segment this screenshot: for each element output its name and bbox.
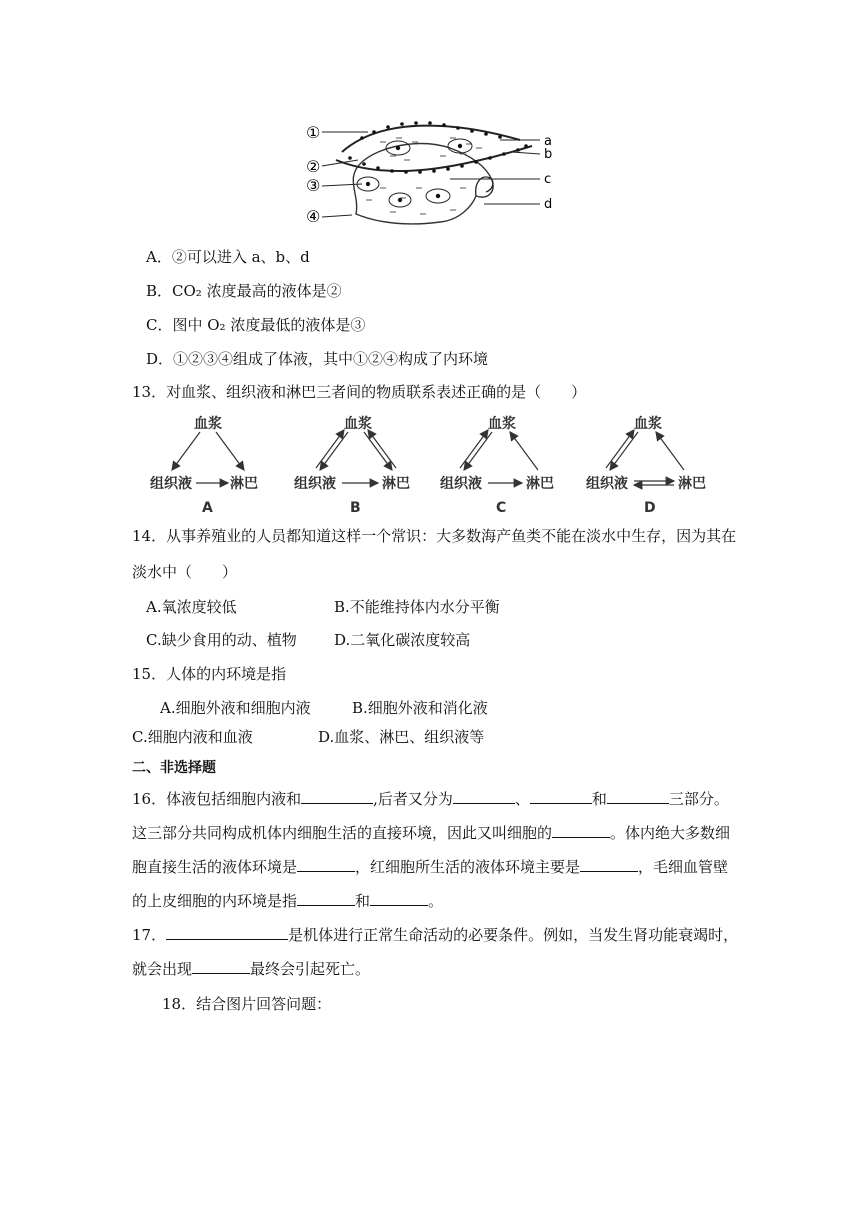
q15-option-a: A.细胞外液和细胞内液	[160, 699, 311, 717]
diagram-b-left: 组织液	[294, 476, 336, 492]
q15-stem: 15．人体的内环境是指	[132, 665, 287, 683]
q12-option-c: C．图中 O₂ 浓度最低的液体是③	[146, 316, 366, 334]
q16-line2	[132, 822, 730, 843]
q13-stem: 13．对血浆、组织液和淋巴三者间的物质联系表述正确的是（ ）	[132, 383, 587, 401]
section-title: 二、非选择题	[132, 760, 216, 776]
figure-label-b: b	[544, 147, 553, 162]
q14-option-d: D.二氧化碳浓度较高	[334, 631, 471, 649]
q15-option-c: C.细胞内液和血液	[132, 728, 253, 746]
q17-text-3: 就会出现	[132, 960, 193, 978]
q16-text-9: ，红细胞所生活的液体环境主要是	[355, 858, 581, 876]
diagram-b	[294, 415, 410, 516]
q16-blank-6[interactable]	[297, 856, 355, 872]
figure-label-d: d	[544, 197, 553, 212]
q16-text-6: 这三部分共同构成机体内细胞生活的直接环境，因此又叫细胞的	[132, 824, 553, 842]
q17-text-4: 最终会引起死亡。	[250, 960, 371, 978]
q14-option-c: C.缺少食用的动、植物	[146, 631, 297, 649]
figure-label-3: ③	[306, 176, 321, 195]
q16-text-1: 16．体液包括细胞内液和	[132, 790, 302, 808]
diagram-a-top: 血浆	[194, 416, 222, 432]
q16-blank-8[interactable]	[297, 890, 355, 906]
figure-label-c: c	[544, 172, 552, 187]
diagram-c-top: 血浆	[488, 416, 516, 432]
q16-line4	[132, 890, 443, 911]
diagram-a	[150, 415, 258, 516]
diagram-d-letter: D	[644, 500, 656, 516]
q16-text-12: 和	[355, 892, 371, 910]
q12-option-b: B．CO₂ 浓度最高的液体是②	[146, 282, 342, 300]
diagram-d-top: 血浆	[634, 416, 662, 432]
q12-option-d: D．①②③④组成了体液，其中①②④构成了内环境	[146, 350, 489, 368]
q17-blank-2[interactable]	[192, 958, 250, 974]
q14-stem-line2: 淡水中（ ）	[132, 563, 238, 581]
diagram-b-right: 淋巴	[382, 476, 410, 492]
q16-blank-9[interactable]	[370, 890, 428, 906]
diagram-d-left: 组织液	[586, 476, 628, 492]
diagram-b-letter: B	[350, 500, 361, 516]
q15-option-d: D.血浆、淋巴、组织液等	[318, 728, 485, 746]
q14-option-a: A.氧浓度较低	[146, 598, 237, 616]
q17-text-2: 是机体进行正常生命活动的必要条件。例如，当发生肾功能衰竭时，	[288, 926, 739, 944]
q16-blank-3[interactable]	[530, 788, 592, 804]
q16-text-7: 。体内绝大多数细	[610, 824, 731, 842]
q16-blank-7[interactable]	[580, 856, 638, 872]
figure-label-2: ②	[306, 157, 321, 176]
diagram-c-left: 组织液	[440, 476, 482, 492]
q16-text-4: 和	[591, 790, 607, 808]
q16-text-8: 胞直接生活的液体环境是	[132, 858, 298, 876]
q16-blank-4[interactable]	[607, 788, 669, 804]
q12-option-a: A．②可以进入 a、b、d	[146, 248, 310, 266]
diagram-a-left: 组织液	[150, 476, 192, 492]
diagram-c-letter: C	[496, 500, 507, 516]
diagram-a-right: 淋巴	[230, 476, 258, 492]
q14-stem-line1: 14．从事养殖业的人员都知道这样一个常识：大多数海产鱼类不能在淡水中生存，因为其在	[132, 527, 737, 545]
tissue-fluid-figure	[300, 116, 570, 232]
q17-blank-1[interactable]	[166, 924, 288, 940]
q16-blank-5[interactable]	[552, 822, 610, 838]
q17-text-1: 17．	[132, 926, 167, 944]
diagram-b-top: 血浆	[344, 416, 372, 432]
q14-option-b: B.不能维持体内水分平衡	[334, 598, 500, 616]
figure-label-4: ④	[306, 207, 321, 226]
q17-line2	[132, 958, 370, 979]
q16-text-2: ,后者又分为	[373, 790, 453, 808]
q16-blank-2[interactable]	[453, 788, 515, 804]
diagram-c	[440, 415, 554, 516]
q16-text-13: 。	[428, 892, 444, 910]
figure-label-1: ①	[306, 123, 321, 142]
q15-option-b: B.细胞外液和消化液	[352, 699, 488, 717]
figure-label-a: a	[544, 134, 552, 149]
q16-line1	[132, 788, 729, 809]
q16-text-10: ，毛细血管壁	[638, 858, 729, 876]
q16-line3	[132, 856, 728, 877]
q16-text-11: 的上皮细胞的内环境是指	[132, 892, 298, 910]
q13-diagrams	[150, 410, 730, 520]
diagram-c-right: 淋巴	[526, 476, 554, 492]
q16-blank-1[interactable]	[301, 788, 373, 804]
diagram-d	[586, 415, 706, 516]
q17-line1	[132, 924, 738, 945]
diagram-a-letter: A	[202, 500, 213, 516]
q16-text-5: 三部分。	[668, 790, 729, 808]
q18-stem: 18．结合图片回答问题：	[162, 995, 332, 1013]
q16-text-3: 、	[514, 790, 530, 808]
diagram-d-right: 淋巴	[678, 476, 706, 492]
